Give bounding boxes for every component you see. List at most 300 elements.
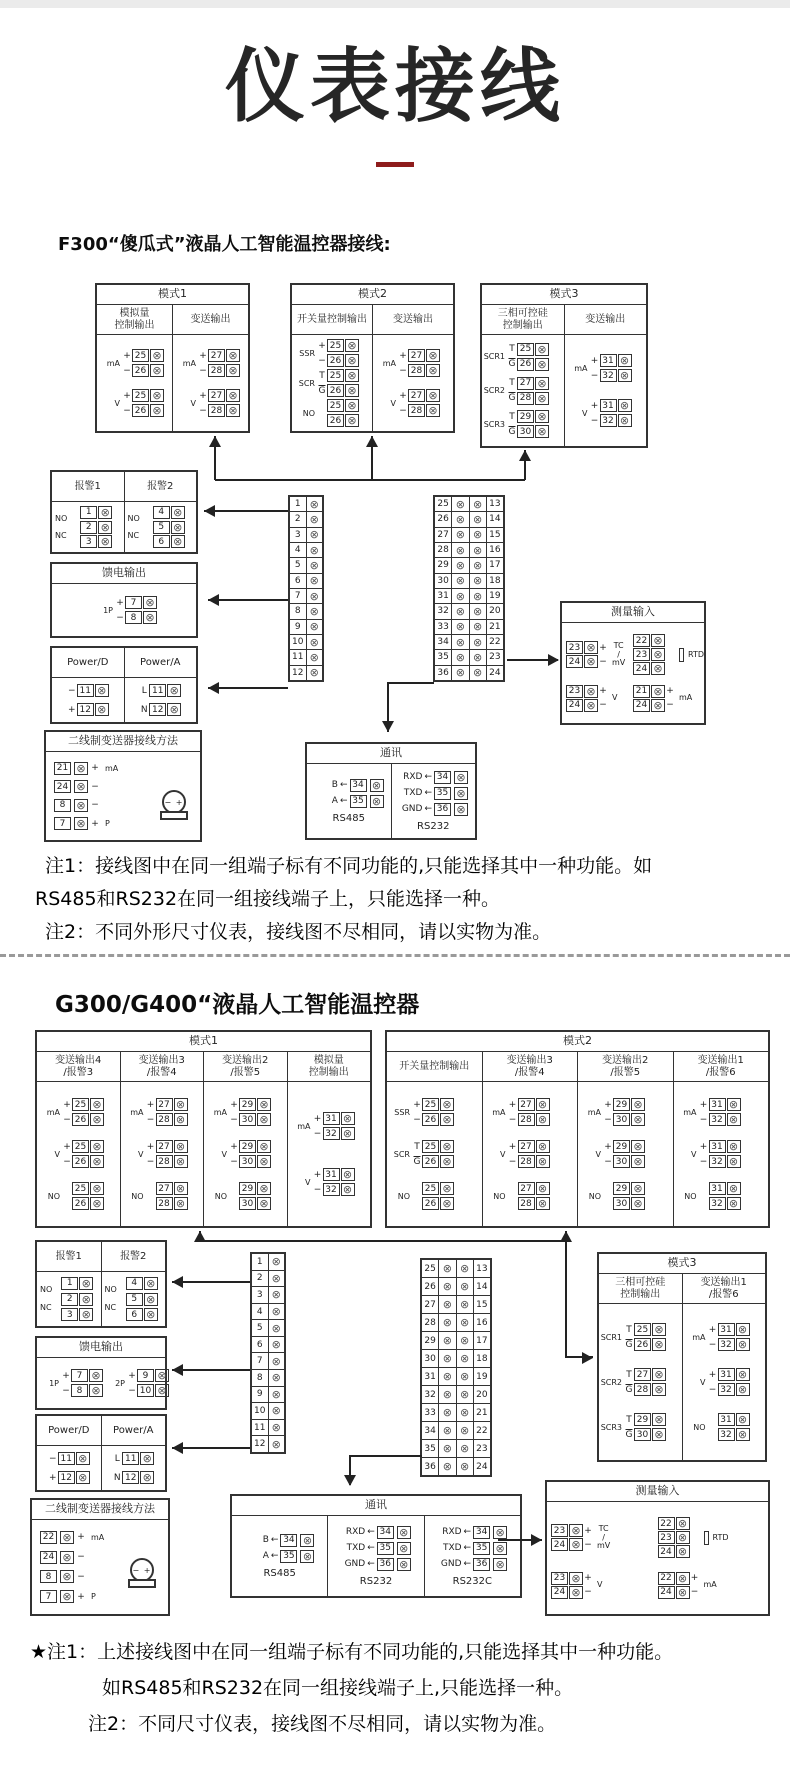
terminal-number: 16 — [489, 545, 501, 556]
polarity-label: + — [77, 1591, 85, 1602]
connector-line — [204, 510, 288, 512]
screw-icon: ⊗ — [440, 1113, 454, 1126]
f300-mode2-box — [290, 283, 455, 433]
polarity-label: + — [690, 1573, 699, 1584]
screw-icon: ⊗ — [439, 1458, 456, 1475]
polarity-label: − — [313, 1184, 322, 1195]
signal-label: V — [114, 398, 120, 408]
terminal-row — [317, 384, 359, 397]
signal-label: NO — [493, 1191, 506, 1201]
terminal-row — [624, 1383, 666, 1396]
terminal-number: 11 — [149, 684, 166, 697]
polarity-label: + — [313, 1113, 322, 1124]
mode-column — [97, 305, 173, 431]
strip-row — [422, 1422, 490, 1440]
screw-icon: ⊗ — [79, 1277, 93, 1290]
terminal-row — [590, 399, 632, 412]
polarity-label: T — [626, 1414, 632, 1425]
terminal-number: 31 — [709, 1098, 726, 1111]
mode-column — [292, 305, 373, 431]
screw-icon: ⊗ — [452, 620, 469, 634]
box-title: 模式3 — [482, 285, 646, 305]
terminal-number: 32 — [709, 1197, 726, 1210]
column-header: Power/D — [37, 1416, 101, 1446]
terminal-number: 26 — [132, 404, 149, 417]
terminal-row — [127, 1384, 169, 1397]
terminal-number: 23 — [476, 1443, 488, 1454]
terminal-number: 12 — [77, 703, 94, 716]
terminal-number: 12 — [252, 1436, 269, 1452]
g-feed-output-box — [35, 1336, 167, 1410]
screw-icon: ⊗ — [727, 1113, 741, 1126]
signal-label: mA — [692, 1332, 706, 1342]
terminal-number: 35 — [435, 650, 452, 664]
g-mode3-box — [597, 1252, 767, 1462]
screw-icon: ⊗ — [535, 410, 549, 423]
terminal-row — [398, 787, 468, 800]
terminal-row — [603, 1155, 645, 1168]
terminal-row — [624, 1428, 666, 1441]
terminal-number: 21 — [54, 762, 71, 775]
terminal-number: 7 — [71, 1369, 88, 1382]
terminal-number: 22 — [489, 637, 501, 648]
terminal-number: 30 — [517, 425, 534, 438]
terminal-row — [245, 1534, 315, 1547]
input-type-label: TC / mV — [612, 641, 626, 668]
polarity-label: + — [399, 390, 407, 401]
polarity-label: + — [604, 1141, 612, 1152]
terminal-number: 9 — [137, 1369, 154, 1382]
terminal-row — [317, 369, 359, 382]
terminal-number: 20 — [489, 606, 501, 617]
screw-icon: ⊗ — [309, 635, 319, 649]
terminal-number: 27 — [422, 1296, 439, 1313]
terminal-number: 36 — [435, 666, 452, 680]
terminal-number: 16 — [476, 1317, 488, 1328]
terminal-number: 32 — [435, 604, 452, 618]
column-header: 三相可控硅 控制输出 — [599, 1274, 682, 1304]
screw-icon: ⊗ — [536, 1155, 550, 1168]
terminal-number: 26 — [72, 1113, 89, 1126]
arrow-left-icon: ← — [424, 804, 433, 814]
polarity-label: + — [699, 1141, 708, 1152]
screw-icon: ⊗ — [651, 685, 665, 698]
alarm-column — [52, 472, 125, 552]
screw-icon: ⊗ — [426, 349, 440, 362]
screw-icon: ⊗ — [631, 1140, 645, 1153]
terminal-number: 28 — [156, 1155, 173, 1168]
mode-column — [373, 305, 453, 431]
g-section-heading: G300/G400“液晶人工智能温控器 — [55, 992, 420, 1018]
screw-icon: ⊗ — [651, 662, 665, 675]
screw-icon: ⊗ — [271, 1271, 281, 1285]
strip-row — [435, 666, 503, 680]
signal-label: B — [262, 1535, 269, 1545]
screw-icon: ⊗ — [309, 666, 319, 680]
column-header: 模拟量 控制输出 — [97, 305, 172, 335]
terminal-number: 23 — [566, 641, 583, 654]
polarity-label: − — [599, 656, 607, 667]
terminal-number: 22 — [633, 634, 650, 647]
terminal-row — [115, 611, 157, 624]
mode-column — [37, 1052, 121, 1226]
screw-icon: ⊗ — [79, 1293, 93, 1306]
terminal-row — [566, 685, 608, 698]
interface-caption: RS232C — [452, 1575, 492, 1587]
terminal-number: 11 — [252, 1420, 269, 1436]
terminal-row — [699, 1098, 741, 1111]
polarity-label: + — [67, 704, 76, 715]
screw-icon: ⊗ — [618, 399, 632, 412]
terminal-number: 24 — [551, 1586, 568, 1599]
terminal-number: 27 — [408, 349, 425, 362]
f300-section-heading: F300“傻瓜式”液晶人工智能温控器接线: — [58, 234, 391, 255]
screw-icon: ⊗ — [457, 1350, 474, 1367]
screw-icon: ⊗ — [174, 1155, 188, 1168]
strip-row — [290, 512, 322, 527]
terminal-row — [198, 364, 240, 377]
power-column — [52, 648, 125, 722]
strip-row — [252, 1254, 284, 1271]
terminal-row — [398, 771, 468, 784]
screw-icon: ⊗ — [397, 1526, 411, 1539]
terminal-row — [507, 343, 549, 356]
terminal-number: 26 — [422, 1197, 439, 1210]
screw-icon: ⊗ — [454, 771, 468, 784]
interface-caption: RS232 — [417, 820, 450, 832]
terminal-number: 26 — [72, 1155, 89, 1168]
input-group — [658, 1572, 765, 1599]
terminal-number: 22 — [658, 1572, 675, 1585]
terminal-number: 26 — [422, 1278, 439, 1295]
column-header: Power/A — [125, 648, 197, 678]
terminal-group — [579, 1182, 672, 1210]
relay-contact-labels — [104, 1274, 121, 1324]
terminal-group — [675, 1140, 768, 1168]
terminal-number: 25 — [327, 369, 344, 382]
mode-column — [565, 305, 647, 446]
terminal-row — [317, 399, 359, 412]
f300-alarm-box — [50, 470, 198, 554]
terminal-group — [205, 1098, 286, 1126]
arrow-left-icon: ← — [424, 772, 433, 782]
screw-icon: ⊗ — [676, 1517, 690, 1530]
screw-icon: ⊗ — [470, 650, 487, 664]
terminal-row — [67, 703, 109, 716]
terminal-group — [600, 1323, 681, 1351]
terminal-row — [624, 1323, 666, 1336]
strip-row — [435, 558, 503, 573]
screw-icon: ⊗ — [60, 1551, 74, 1564]
terminal-number: 27 — [518, 1182, 535, 1195]
terminal-row — [438, 1542, 508, 1555]
screw-icon: ⊗ — [470, 558, 487, 572]
terminal-row — [146, 1197, 188, 1210]
polarity-label: $\overline{G}$ — [508, 359, 516, 370]
signal-label: A — [331, 796, 338, 806]
screw-icon: ⊗ — [271, 1387, 281, 1401]
terminal-number: 22 — [658, 1517, 675, 1530]
terminal-number: 29 — [517, 410, 534, 423]
terminal-row — [127, 1369, 169, 1382]
strip-row — [252, 1403, 284, 1420]
terminal-row — [245, 1550, 315, 1563]
terminal-number: 35 — [434, 787, 451, 800]
terminal-number: 26 — [517, 358, 534, 371]
strip-row — [422, 1440, 490, 1458]
screw-icon: ⊗ — [74, 799, 88, 812]
column-header: 变送输出2 /报警5 — [204, 1052, 287, 1082]
terminal-number: 28 — [518, 1155, 535, 1168]
column-header: 模拟量 控制输出 — [288, 1052, 371, 1082]
terminal-number: 24 — [633, 662, 650, 675]
terminal-row — [507, 377, 549, 390]
screw-icon: ⊗ — [452, 543, 469, 557]
box-title: 通讯 — [307, 744, 475, 764]
signal-label: V — [595, 1149, 601, 1159]
polarity-label: + — [91, 763, 99, 774]
terminal-number: 24 — [54, 780, 71, 793]
screw-icon: ⊗ — [493, 1542, 507, 1555]
screw-icon: ⊗ — [727, 1155, 741, 1168]
g-twowire-transmitter-box — [30, 1498, 170, 1616]
screw-icon: ⊗ — [452, 574, 469, 588]
terminal-group — [122, 1182, 203, 1210]
terminal-number: 15 — [489, 529, 501, 540]
terminal-number: 25 — [422, 1098, 439, 1111]
screw-icon: ⊗ — [452, 635, 469, 649]
arrowhead-icon — [531, 1534, 542, 1546]
terminal-number: 28 — [208, 404, 225, 417]
signal-label: mA — [683, 1107, 697, 1117]
screw-icon: ⊗ — [584, 641, 598, 654]
screw-icon: ⊗ — [426, 364, 440, 377]
terminal-row — [398, 404, 440, 417]
terminal-row — [633, 662, 675, 675]
screw-icon: ⊗ — [167, 684, 181, 697]
terminal-number: 6 — [153, 535, 170, 548]
terminal-group — [205, 1140, 286, 1168]
screw-icon: ⊗ — [736, 1368, 750, 1381]
column-header: 变送输出3 /报警4 — [483, 1052, 578, 1082]
arrowhead-icon — [172, 1276, 183, 1288]
screw-icon: ⊗ — [300, 1550, 314, 1563]
screw-icon: ⊗ — [76, 1471, 90, 1484]
strip-row — [435, 589, 503, 604]
terminal-number: 32 — [718, 1338, 735, 1351]
screw-icon: ⊗ — [651, 648, 665, 661]
screw-icon: ⊗ — [95, 684, 109, 697]
screw-icon: ⊗ — [470, 497, 487, 511]
terminal-row — [624, 1368, 666, 1381]
signal-label: P — [105, 819, 110, 829]
terminal-number: 25 — [327, 399, 344, 412]
terminal-number: 27 — [518, 1140, 535, 1153]
polarity-label: − — [91, 800, 99, 811]
screw-icon: ⊗ — [174, 1197, 188, 1210]
terminal-number: 8 — [290, 604, 307, 618]
terminal-row — [80, 521, 112, 534]
terminal-group — [122, 1098, 203, 1126]
terminal-number: 11 — [290, 650, 307, 664]
terminal-number: 23 — [566, 685, 583, 698]
strip-row — [290, 635, 322, 650]
terminal-row — [508, 1113, 550, 1126]
terminal-row — [62, 1140, 104, 1153]
polarity-label: + — [123, 390, 131, 401]
screw-icon: ⊗ — [652, 1368, 666, 1381]
relay-nc-label: NC — [127, 530, 140, 540]
terminal-number: 25 — [132, 389, 149, 402]
screw-icon: ⊗ — [345, 369, 359, 382]
terminal-row — [198, 349, 240, 362]
terminal-group — [600, 1413, 681, 1441]
signal-label: RXD — [345, 1527, 366, 1537]
g-alarm-box — [35, 1240, 167, 1328]
terminal-number: 2 — [290, 512, 307, 526]
terminal-number: 29 — [239, 1098, 256, 1111]
terminal-row — [699, 1182, 741, 1195]
screw-icon: ⊗ — [727, 1098, 741, 1111]
input-type-label: V — [612, 692, 618, 702]
signal-label: 1P — [49, 1378, 59, 1388]
signal-label: NO — [684, 1191, 697, 1201]
screw-icon: ⊗ — [631, 1182, 645, 1195]
terminal-number: 32 — [323, 1127, 340, 1140]
terminal-number: 30 — [239, 1113, 256, 1126]
arrow-left-icon: ← — [463, 1527, 472, 1537]
arrow-left-icon: ← — [270, 1535, 279, 1545]
screw-icon: ⊗ — [652, 1323, 666, 1336]
terminal-number: 29 — [613, 1182, 630, 1195]
polarity-label: + — [199, 350, 207, 361]
arrowhead-icon — [560, 1231, 572, 1242]
strip-row — [290, 558, 322, 573]
arrow-left-icon: ← — [367, 1559, 375, 1569]
terminal-number: 28 — [518, 1197, 535, 1210]
screw-icon: ⊗ — [155, 1384, 169, 1397]
power-column — [125, 648, 197, 722]
terminal-number: 25 — [422, 1260, 439, 1277]
terminal-row — [139, 684, 181, 697]
signal-label: P — [91, 1592, 96, 1602]
terminal-row — [603, 1113, 645, 1126]
screw-icon: ⊗ — [257, 1098, 271, 1111]
signal-label: 1P — [103, 605, 113, 615]
screw-icon: ⊗ — [257, 1113, 271, 1126]
mode-column — [578, 1052, 674, 1226]
terminal-number: 7 — [54, 817, 71, 830]
screw-icon: ⊗ — [536, 1197, 550, 1210]
terminal-number: 3 — [252, 1287, 269, 1303]
terminal-row — [551, 1572, 593, 1585]
arrowhead-icon — [519, 450, 531, 461]
signal-label: NO — [302, 408, 315, 418]
screw-icon: ⊗ — [470, 666, 487, 680]
terminal-number: 30 — [613, 1197, 630, 1210]
screw-icon: ⊗ — [454, 787, 468, 800]
strip-row — [290, 543, 322, 558]
mode-column — [173, 305, 248, 431]
signal-label: SCR3 — [600, 1422, 622, 1432]
terminal-number: 8 — [54, 799, 71, 812]
terminal-group — [484, 1140, 577, 1168]
screw-icon: ⊗ — [470, 574, 487, 588]
terminal-row — [566, 699, 608, 712]
terminal-row — [508, 1155, 550, 1168]
screw-icon: ⊗ — [309, 589, 319, 603]
screw-icon: ⊗ — [90, 1140, 104, 1153]
screw-icon: ⊗ — [631, 1113, 645, 1126]
relay-no-label: NO — [55, 514, 68, 524]
terminal-row — [61, 1369, 103, 1382]
polarity-label: + — [708, 1369, 717, 1380]
terminal-number: 26 — [634, 1338, 651, 1351]
screw-icon: ⊗ — [652, 1428, 666, 1441]
terminal-row — [61, 1308, 93, 1321]
note-line: 如RS485和RS232在同一组接线端子上,只能选择一种。 — [102, 1677, 574, 1699]
terminal-number: 8 — [71, 1384, 88, 1397]
polarity-label: − — [399, 365, 407, 376]
f300-mode1-box — [95, 283, 250, 433]
signal-label: SCR2 — [483, 386, 505, 395]
screw-icon: ⊗ — [271, 1437, 281, 1451]
screw-icon: ⊗ — [470, 528, 487, 542]
terminal-row — [633, 634, 675, 647]
terminal-row — [507, 358, 549, 371]
strip-row — [422, 1296, 490, 1314]
terminal-group — [205, 1182, 286, 1210]
screw-icon: ⊗ — [470, 635, 487, 649]
screw-icon: ⊗ — [309, 604, 319, 618]
polarity-label: − — [699, 1114, 708, 1125]
arrow-left-icon: ← — [367, 1543, 375, 1553]
polarity-label: − — [604, 1156, 612, 1167]
screw-icon: ⊗ — [470, 512, 487, 526]
signal-label: V — [54, 1149, 60, 1159]
connector-line — [172, 1369, 250, 1371]
screw-icon: ⊗ — [271, 1288, 281, 1302]
terminal-number: 27 — [156, 1098, 173, 1111]
box-title: 模式2 — [292, 285, 453, 305]
screw-icon: ⊗ — [736, 1383, 750, 1396]
terminal-number: 32 — [709, 1113, 726, 1126]
polarity-label: $\overline{G}$ — [625, 1384, 633, 1395]
terminal-group — [293, 369, 371, 397]
arrowhead-icon — [172, 1364, 183, 1376]
terminal-number: 31 — [323, 1112, 340, 1125]
terminal-number: 29 — [613, 1140, 630, 1153]
terminal-group — [38, 1098, 119, 1126]
screw-icon: ⊗ — [370, 779, 384, 792]
connector-line — [208, 599, 288, 601]
polarity-label: L — [114, 1453, 120, 1464]
mode-column — [674, 1052, 769, 1226]
signal-label: mA — [574, 363, 588, 373]
g-mode1-box — [35, 1030, 372, 1228]
screw-icon: ⊗ — [226, 349, 240, 362]
screw-icon: ⊗ — [452, 650, 469, 664]
screw-icon: ⊗ — [470, 589, 487, 603]
polarity-label: T — [509, 344, 515, 355]
screw-icon: ⊗ — [341, 1168, 355, 1181]
terminal-row — [80, 506, 112, 519]
terminal-number: 28 — [634, 1383, 651, 1396]
transmitter-terminals: − + — [130, 1558, 154, 1582]
terminal-row — [708, 1383, 750, 1396]
screw-icon: ⊗ — [397, 1558, 411, 1571]
terminal-number: 6 — [252, 1337, 269, 1353]
